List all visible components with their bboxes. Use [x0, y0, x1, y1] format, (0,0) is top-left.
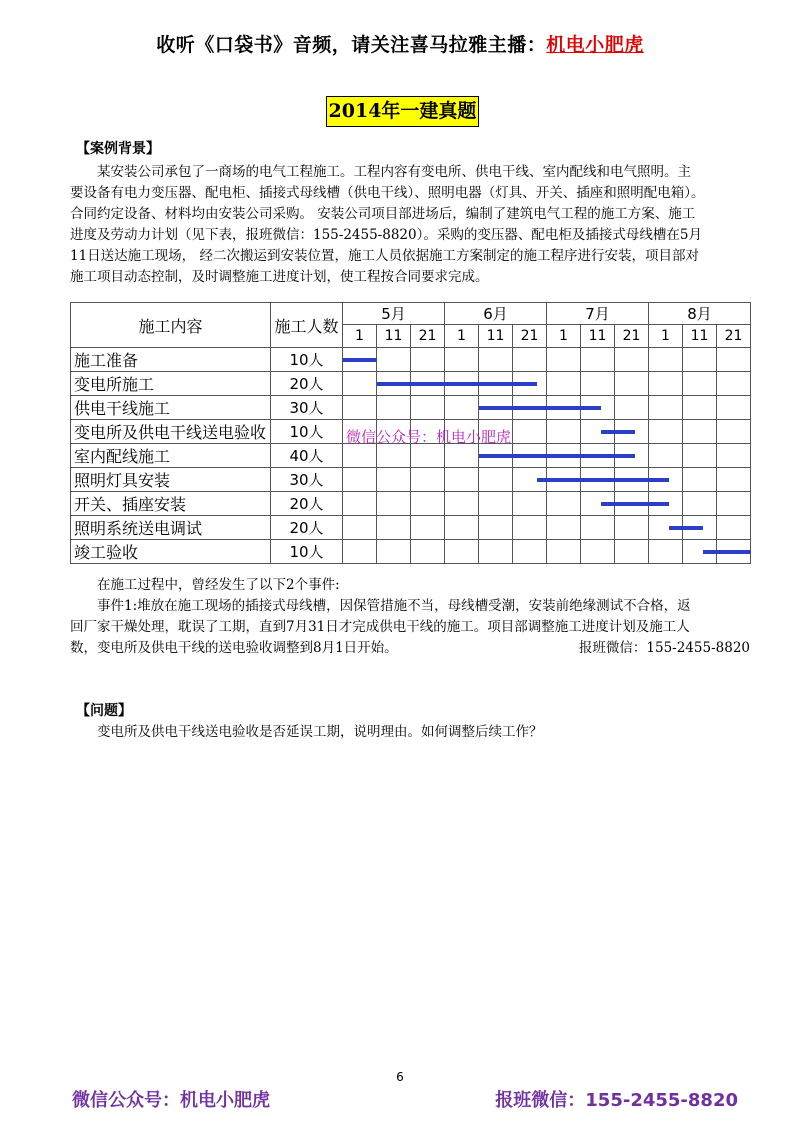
- gantt-row: [71, 348, 751, 372]
- period-cell: [581, 516, 615, 540]
- period-cell: [479, 348, 513, 372]
- header-task: 施工内容: [71, 303, 271, 348]
- header-workers: 施工人数: [271, 303, 343, 348]
- period-cell: [377, 492, 411, 516]
- period-cell: [649, 492, 683, 516]
- period-cell: [479, 492, 513, 516]
- background-line: 施工项目动态控制，及时调整施工进度计划，使工程按合同要求完成。: [70, 269, 489, 285]
- gantt-row: [71, 492, 751, 516]
- event1-line: 事件1:堆放在施工现场的插接式母线槽，因保管措施不当，母线槽受潮，安装前绝缘测试不合格，返: [97, 598, 691, 614]
- period-cell: [581, 372, 615, 396]
- period-cell: [581, 468, 615, 492]
- task-name: 开关、插座安装: [71, 492, 271, 516]
- period-cell: [649, 396, 683, 420]
- period-cell: [513, 492, 547, 516]
- period-cell: [411, 468, 445, 492]
- day-label: 11: [479, 325, 513, 348]
- period-cell: [479, 468, 513, 492]
- period-cell: [513, 420, 547, 444]
- header-prefix: 收听《口袋书》音频，请关注喜马拉雅主播：: [156, 34, 547, 56]
- worker-count: 20人: [271, 492, 343, 516]
- period-cell: [343, 492, 377, 516]
- event1-line-text: 数，变电所及供电干线的送电验收调整到8月1日开始。: [70, 640, 398, 656]
- background-line: 要设备有电力变压器、配电柜、插接式母线槽（供电干线）、照明电器（灯具、开关、插座和照明配电箱）。: [70, 185, 705, 201]
- question-line: 变电所及供电干线送电验收是否延误工期，说明理由。如何调整后续工作？: [97, 724, 543, 740]
- period-cell: [343, 348, 377, 372]
- day-label: 21: [717, 325, 751, 348]
- page-number: 6: [396, 1070, 404, 1084]
- period-cell: [547, 516, 581, 540]
- period-cell: [683, 420, 717, 444]
- footer-wechat-contact: 报班微信：155-2455-8820: [495, 1090, 738, 1111]
- period-cell: [513, 444, 547, 468]
- period-cell: [581, 420, 615, 444]
- period-cell: [377, 348, 411, 372]
- task-name: 变电所施工: [71, 372, 271, 396]
- period-cell: [717, 540, 751, 564]
- period-cell: [649, 420, 683, 444]
- background-label: 【案例背景】: [76, 141, 160, 157]
- task-name: 照明灯具安装: [71, 468, 271, 492]
- background-line: 进度及劳动力计划（见下表，报班微信：155-2455-8820）。采购的变压器、配电柜及插接式母线槽在5月: [70, 227, 702, 243]
- period-cell: [581, 540, 615, 564]
- month-august: 8月: [649, 303, 751, 325]
- period-cell: [377, 540, 411, 564]
- gantt-row: [71, 396, 751, 420]
- period-cell: [717, 444, 751, 468]
- period-cell: [581, 492, 615, 516]
- task-name: 变电所及供电干线送电验收: [71, 420, 271, 444]
- period-cell: [615, 420, 649, 444]
- period-cell: [615, 396, 649, 420]
- day-label: 1: [343, 325, 377, 348]
- period-cell: [649, 516, 683, 540]
- footer-wechat-account: 微信公众号：机电小肥虎: [72, 1090, 270, 1111]
- period-cell: [649, 444, 683, 468]
- period-cell: [683, 396, 717, 420]
- period-cell: [615, 540, 649, 564]
- day-label: 11: [581, 325, 615, 348]
- period-cell: [547, 444, 581, 468]
- period-cell: [649, 540, 683, 564]
- background-text: [70, 162, 750, 288]
- day-label: 21: [411, 325, 445, 348]
- period-cell: [343, 516, 377, 540]
- period-cell: [513, 516, 547, 540]
- month-may: 5月: [343, 303, 445, 325]
- period-cell: [717, 348, 751, 372]
- period-cell: [717, 468, 751, 492]
- period-cell: [547, 468, 581, 492]
- period-cell: [343, 444, 377, 468]
- period-cell: [377, 516, 411, 540]
- worker-count: 10人: [271, 540, 343, 564]
- day-label: 21: [615, 325, 649, 348]
- period-cell: [513, 348, 547, 372]
- period-cell: [717, 492, 751, 516]
- period-cell: [683, 516, 717, 540]
- period-cell: [717, 516, 751, 540]
- page-title: 2014年一建真题: [326, 96, 479, 127]
- period-cell: [377, 396, 411, 420]
- period-cell: [615, 348, 649, 372]
- worker-count: 30人: [271, 396, 343, 420]
- worker-count: 40人: [271, 444, 343, 468]
- month-june: 6月: [445, 303, 547, 325]
- gantt-row: [71, 516, 751, 540]
- period-cell: [513, 372, 547, 396]
- period-cell: [649, 348, 683, 372]
- worker-count: 10人: [271, 420, 343, 444]
- worker-count: 10人: [271, 348, 343, 372]
- period-cell: [445, 348, 479, 372]
- period-cell: [479, 372, 513, 396]
- period-cell: [343, 396, 377, 420]
- worker-count: 20人: [271, 516, 343, 540]
- period-cell: [411, 516, 445, 540]
- period-cell: [547, 348, 581, 372]
- worker-count: 20人: [271, 372, 343, 396]
- period-cell: [717, 420, 751, 444]
- day-label: 1: [445, 325, 479, 348]
- period-cell: [479, 516, 513, 540]
- period-cell: [411, 372, 445, 396]
- period-cell: [547, 540, 581, 564]
- question-text: [70, 722, 750, 743]
- schedule-bar: [343, 358, 377, 362]
- gantt-row: [71, 444, 751, 468]
- event1-line: 回厂家干燥处理，耽误了工期，直到7月31日才完成供电干线的施工。项目部调整施工进度计划及施工人: [70, 619, 690, 635]
- gantt-row: [71, 540, 751, 564]
- background-line: 11日送达施工现场， 经二次搬运到安装位置，施工人员依据施工方案制定的施工程序进行安装，项目部对: [70, 248, 699, 264]
- period-cell: [615, 444, 649, 468]
- period-cell: [547, 420, 581, 444]
- period-cell: [445, 468, 479, 492]
- period-cell: [615, 492, 649, 516]
- question-label: 【问题】: [76, 703, 132, 719]
- period-cell: [377, 372, 411, 396]
- month-july: 7月: [547, 303, 649, 325]
- gantt-row: [71, 372, 751, 396]
- period-cell: [683, 540, 717, 564]
- event1-line: [70, 638, 750, 659]
- background-line: 合同约定设备、材料均由安装公司采购。 安装公司项目部进场后，编制了建筑电气工程的施工方案、施工: [70, 206, 696, 222]
- task-name: 竣工验收: [71, 540, 271, 564]
- period-cell: [377, 444, 411, 468]
- period-cell: [445, 492, 479, 516]
- task-name: 施工准备: [71, 348, 271, 372]
- period-cell: [683, 348, 717, 372]
- task-name: 照明系统送电调试: [71, 516, 271, 540]
- period-cell: [343, 468, 377, 492]
- watermark-text: 微信公众号：机电小肥虎: [346, 428, 512, 446]
- period-cell: [479, 540, 513, 564]
- period-cell: [445, 516, 479, 540]
- period-cell: [445, 396, 479, 420]
- period-cell: [513, 396, 547, 420]
- period-cell: [683, 444, 717, 468]
- period-cell: [683, 372, 717, 396]
- inline-wechat: 报班微信：155-2455-8820: [578, 640, 750, 656]
- day-label: 1: [547, 325, 581, 348]
- events-intro: 在施工过程中，曾经发生了以下2个事件:: [97, 577, 340, 593]
- page-header: [0, 30, 800, 57]
- host-name: 机电小肥虎: [546, 34, 644, 56]
- period-cell: [683, 468, 717, 492]
- period-cell: [547, 396, 581, 420]
- period-cell: [479, 396, 513, 420]
- period-cell: [411, 348, 445, 372]
- period-cell: [343, 372, 377, 396]
- period-cell: [445, 540, 479, 564]
- events-text: [70, 575, 750, 659]
- task-name: 室内配线施工: [71, 444, 271, 468]
- period-cell: [581, 396, 615, 420]
- period-cell: [411, 444, 445, 468]
- period-cell: [513, 468, 547, 492]
- gantt-row: [71, 468, 751, 492]
- period-cell: [649, 372, 683, 396]
- period-cell: [615, 468, 649, 492]
- day-label: 1: [649, 325, 683, 348]
- period-cell: [479, 444, 513, 468]
- period-cell: [717, 372, 751, 396]
- background-line: 某安装公司承包了一商场的电气工程施工。工程内容有变电所、供电干线、室内配线和电气照明。主: [97, 164, 691, 180]
- period-cell: [445, 444, 479, 468]
- period-cell: [547, 492, 581, 516]
- worker-count: 30人: [271, 468, 343, 492]
- period-cell: [717, 396, 751, 420]
- period-cell: [615, 516, 649, 540]
- period-cell: [649, 468, 683, 492]
- period-cell: [547, 372, 581, 396]
- period-cell: [513, 540, 547, 564]
- period-cell: [343, 540, 377, 564]
- period-cell: [683, 492, 717, 516]
- period-cell: [615, 372, 649, 396]
- period-cell: [411, 492, 445, 516]
- day-label: 21: [513, 325, 547, 348]
- period-cell: [411, 540, 445, 564]
- task-name: 供电干线施工: [71, 396, 271, 420]
- day-label: 11: [683, 325, 717, 348]
- day-label: 11: [377, 325, 411, 348]
- period-cell: [445, 372, 479, 396]
- period-cell: [411, 396, 445, 420]
- period-cell: [581, 348, 615, 372]
- period-cell: [581, 444, 615, 468]
- period-cell: [377, 468, 411, 492]
